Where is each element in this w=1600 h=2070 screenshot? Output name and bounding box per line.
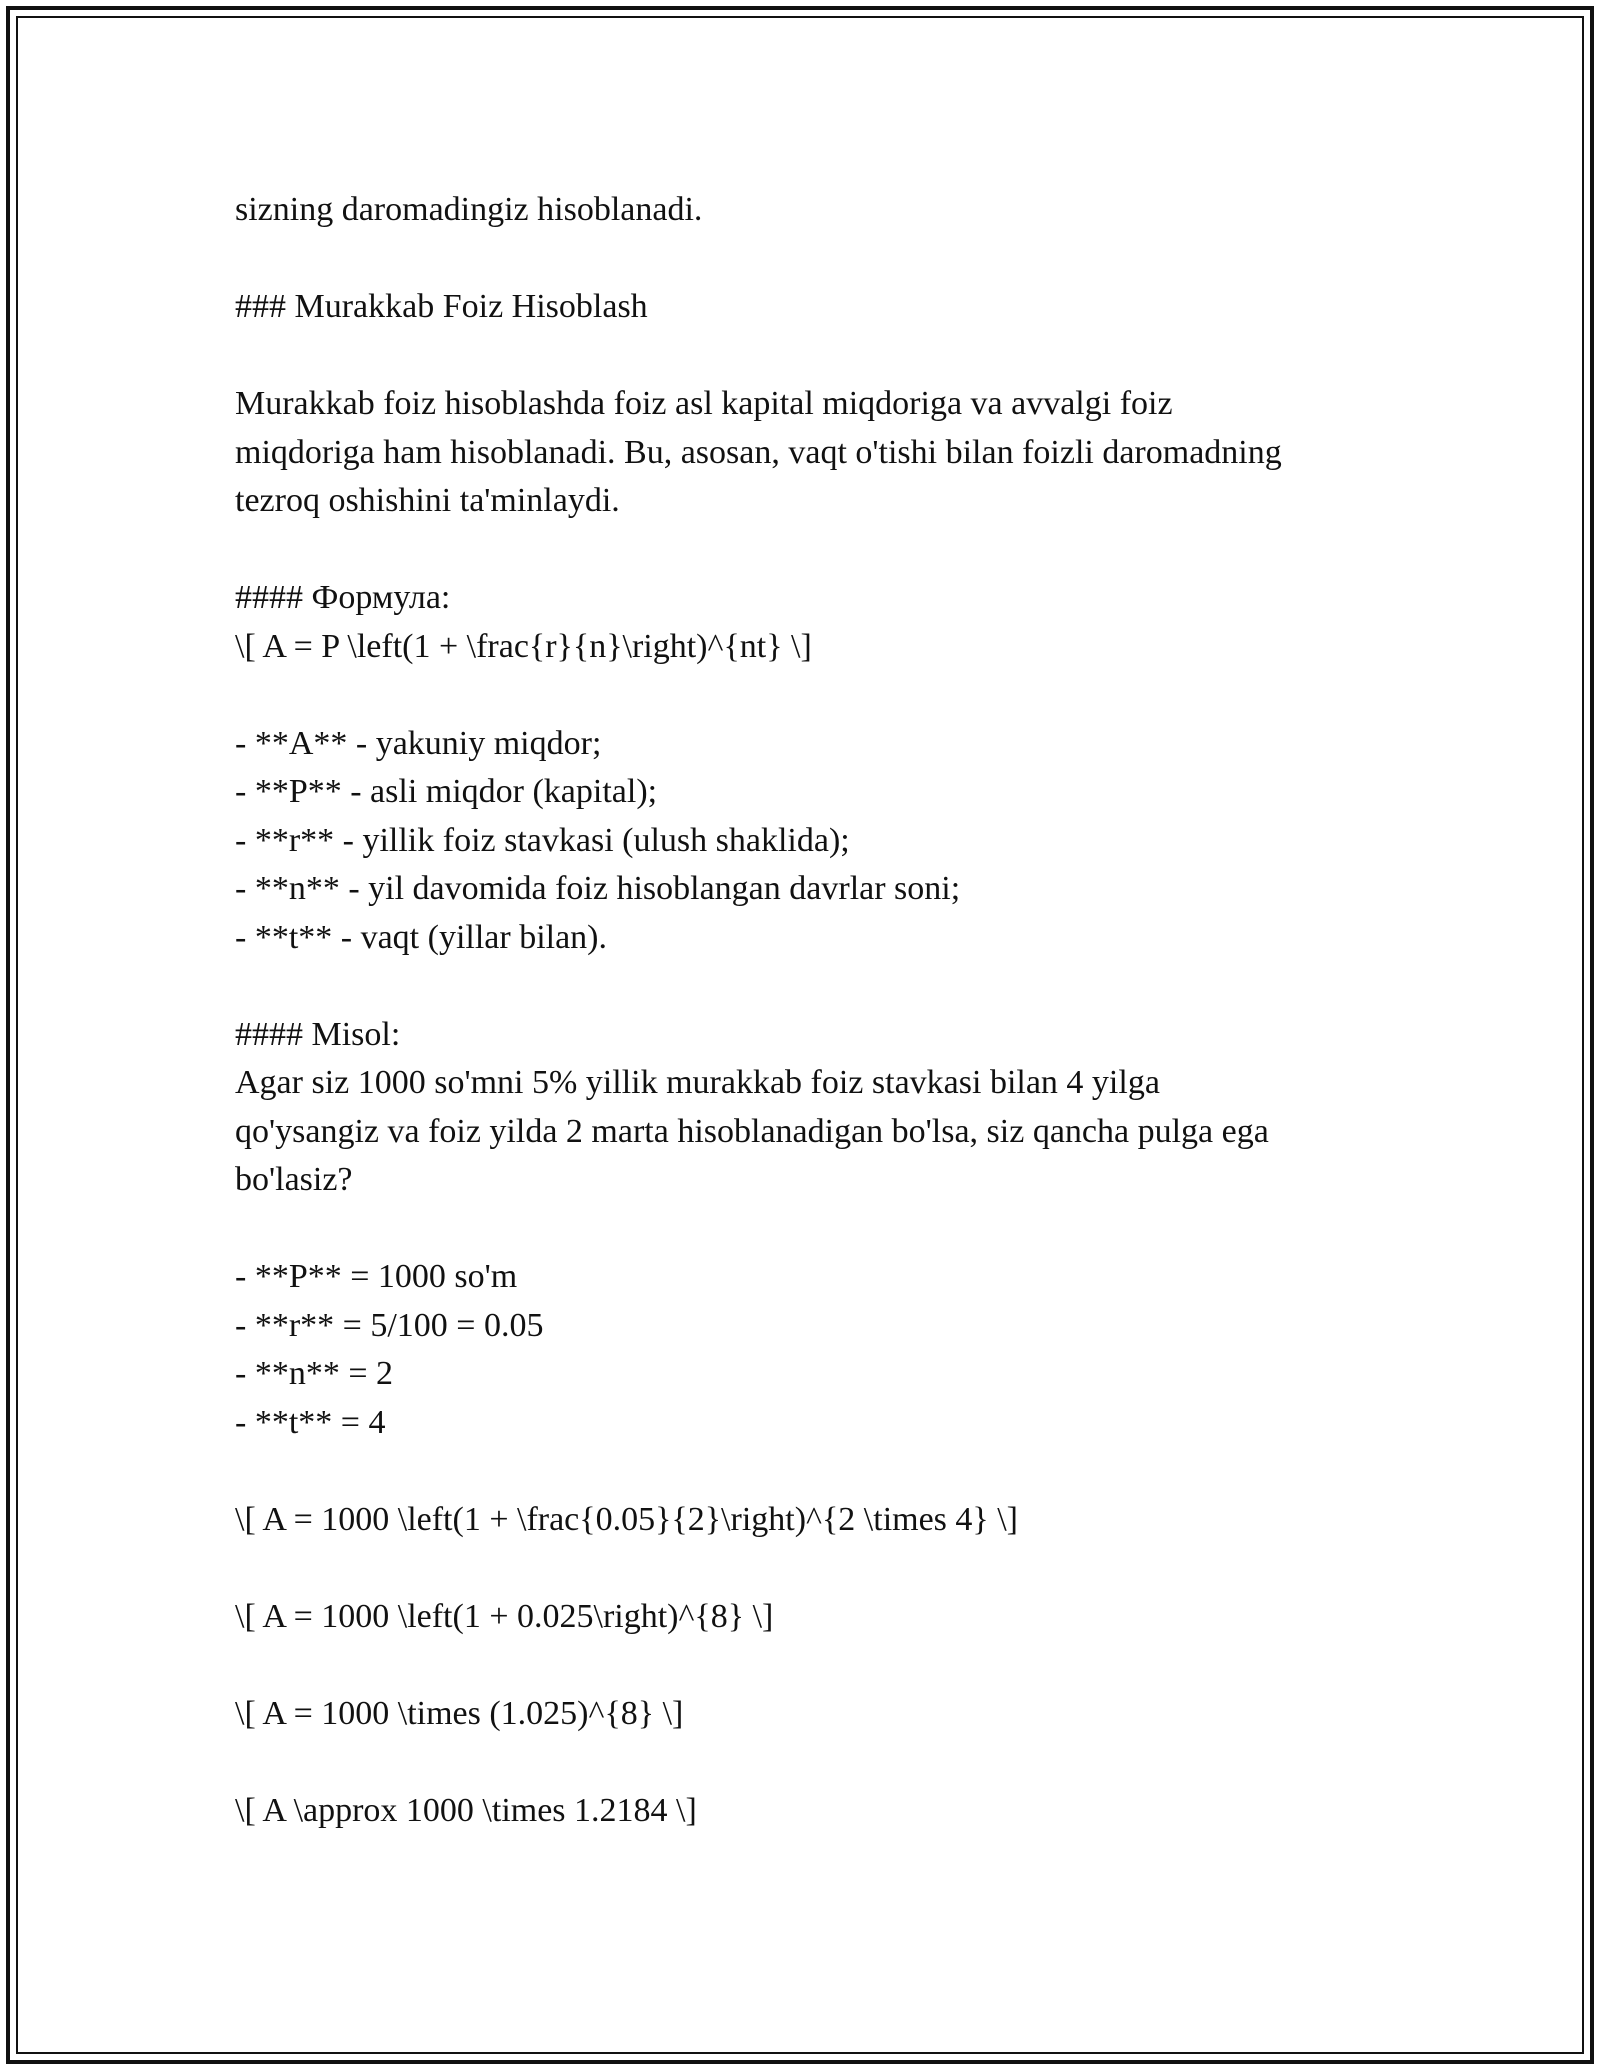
blank-line [235,235,1385,284]
subsection-heading: #### Формула: [235,579,451,616]
subsection-heading: #### Misol: [235,1015,401,1053]
document-body [235,186,1385,1835]
blank-line [235,1738,1385,1787]
formula-line: \[ A = 1000 \times (1.025)^{8} \] [235,1694,684,1732]
list-item: - **A** - yakuniy miqdor; [235,724,602,762]
list-item: - **P** = 1000 so'm [235,1258,518,1295]
section-heading: ### Murakkab Foiz Hisoblash [235,288,648,325]
formula-line: \[ A = P \left(1 + \frac{r}{n}\right)^{nt} \] [235,627,812,665]
paragraph-line: qo'ysangiz va foiz yilda 2 marta hisoblanadigan bo'lsa, siz qancha pulga ega [235,1112,1269,1150]
list-item: - **r** - yillik foiz stavkasi (ulush shaklida); [235,821,850,859]
list-item: - **P** - asli miqdor (kapital); [235,773,658,810]
list-item: - **n** - yil davomida foiz hisoblangan davrlar soni; [235,870,961,907]
text-line: sizning daromadingiz hisoblanadi. [235,191,703,228]
list-item: - **t** = 4 [235,1403,386,1441]
blank-line [235,526,1385,575]
blank-line [235,332,1385,381]
paragraph-line: bo'lasiz? [235,1161,353,1198]
formula-line: \[ A = 1000 \left(1 + \frac{0.05}{2}\right)^{2 \times 4} \] [235,1500,1018,1538]
list-item: - **t** - vaqt (yillar bilan). [235,918,608,956]
formula-line: \[ A \approx 1000 \times 1.2184 \] [235,1791,697,1829]
blank-line [235,1641,1385,1690]
list-item: - **r** = 5/100 = 0.05 [235,1306,544,1344]
blank-line [235,1205,1385,1254]
blank-line [235,962,1385,1011]
list-item: - **n** = 2 [235,1355,393,1392]
paragraph-line: Murakkab foiz hisoblashda foiz asl kapital miqdoriga va avvalgi foiz [235,385,1173,422]
blank-line [235,1544,1385,1593]
paragraph-line: miqdoriga ham hisoblanadi. Bu, asosan, vaqt o'tishi bilan foizli daromadning [235,433,1282,471]
paragraph-line: Agar siz 1000 so'mni 5% yillik murakkab foiz stavkasi bilan 4 yilga [235,1064,1160,1101]
paragraph-line: tezroq oshishini ta'minlaydi. [235,482,620,519]
formula-line: \[ A = 1000 \left(1 + 0.025\right)^{8} \] [235,1597,774,1635]
blank-line [235,1447,1385,1496]
blank-line [235,671,1385,720]
